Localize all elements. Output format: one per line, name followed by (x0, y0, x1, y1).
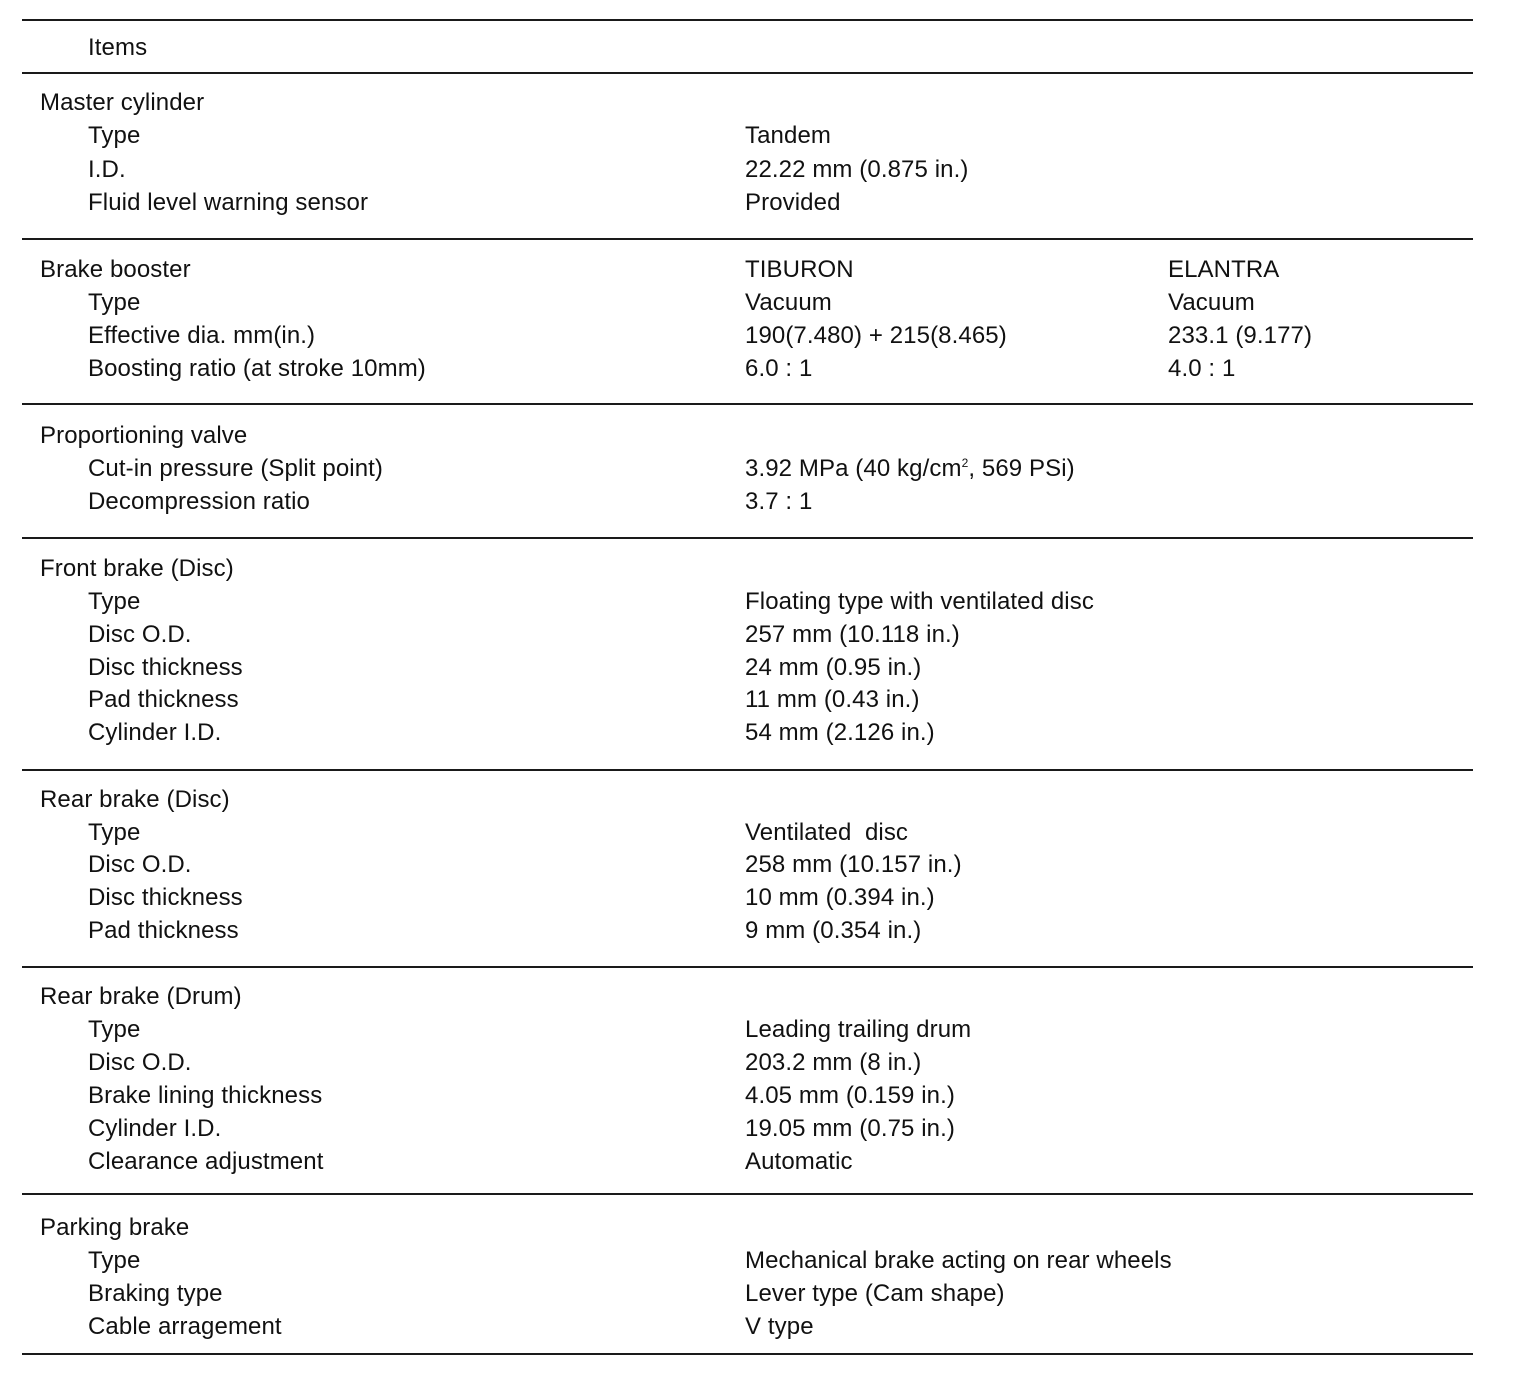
spec-label: Disc O.D. (88, 1049, 192, 1076)
section-title: Master cylinder (40, 89, 205, 116)
spec-label: Boosting ratio (at stroke 10mm) (88, 355, 426, 382)
spec-value: 190(7.480) + 215(8.465) (745, 322, 1007, 349)
spec-label: Type (88, 588, 141, 615)
spec-value: 19.05 mm (0.75 in.) (745, 1115, 955, 1142)
spec-label: Type (88, 1016, 141, 1043)
spec-value: 3.7 : 1 (745, 488, 813, 515)
spec-value: Vacuum (745, 289, 832, 316)
spec-value: Provided (745, 189, 841, 216)
spec-value: 6.0 : 1 (745, 355, 813, 382)
section-title: Parking brake (40, 1214, 190, 1241)
spec-label: Disc thickness (88, 654, 243, 681)
spec-label: Disc O.D. (88, 621, 192, 648)
table-top-rule (22, 19, 1473, 21)
spec-value-elantra: 4.0 : 1 (1168, 355, 1236, 382)
column-header-elantra: ELANTRA (1168, 256, 1280, 283)
spec-value: Mechanical brake acting on rear wheels (745, 1247, 1172, 1274)
spec-value: Ventilated disc (745, 819, 909, 846)
spec-label: Disc O.D. (88, 851, 192, 878)
spec-label: Clearance adjustment (88, 1148, 324, 1175)
spec-label: Type (88, 819, 141, 846)
spec-value: 203.2 mm (8 in.) (745, 1049, 922, 1076)
spec-value: 24 mm (0.95 in.) (745, 654, 922, 681)
spec-label: Disc thickness (88, 884, 243, 911)
spec-value: 257 mm (10.118 in.) (745, 621, 960, 648)
spec-label: Type (88, 289, 141, 316)
spec-value: 22.22 mm (0.875 in.) (745, 156, 969, 183)
section-title: Front brake (Disc) (40, 555, 234, 582)
spec-label: Brake lining thickness (88, 1082, 323, 1109)
spec-label: Type (88, 122, 141, 149)
spec-value-elantra: 233.1 (9.177) (1168, 322, 1313, 349)
spec-value: Tandem (745, 122, 831, 149)
spec-value: V type (745, 1313, 814, 1340)
section-title: Brake booster (40, 256, 191, 283)
spec-label: Type (88, 1247, 141, 1274)
spec-label: Decompression ratio (88, 488, 310, 515)
spec-label: Cylinder I.D. (88, 1115, 222, 1142)
spec-label: Fluid level warning sensor (88, 189, 369, 216)
spec-value: Floating type with ventilated disc (745, 588, 1094, 615)
value-text: 3.92 MPa (40 kg/cm (745, 455, 962, 482)
spec-label: Braking type (88, 1280, 223, 1307)
spec-value: 10 mm (0.394 in.) (745, 884, 935, 911)
spec-value: Automatic (745, 1148, 853, 1175)
spec-value-elantra: Vacuum (1168, 289, 1255, 316)
spec-label: Pad thickness (88, 686, 239, 713)
section-title: Proportioning valve (40, 422, 248, 449)
spec-label: Cable arragement (88, 1313, 282, 1340)
spec-label: Effective dia. mm(in.) (88, 322, 316, 349)
spec-value: 9 mm (0.354 in.) (745, 917, 922, 944)
section-title: Rear brake (Disc) (40, 786, 230, 813)
section-divider (22, 403, 1473, 405)
spec-value: 258 mm (10.157 in.) (745, 851, 962, 878)
spec-value: 4.05 mm (0.159 in.) (745, 1082, 955, 1109)
items-header: Items (88, 34, 148, 61)
spec-label: I.D. (88, 156, 126, 183)
spec-label: Cut-in pressure (Split point) (88, 455, 384, 482)
section-divider (22, 966, 1473, 968)
column-header-tiburon: TIBURON (745, 256, 854, 283)
spec-label: Pad thickness (88, 917, 239, 944)
section-title: Rear brake (Drum) (40, 983, 242, 1010)
header-rule (22, 72, 1473, 74)
spec-value: Lever type (Cam shape) (745, 1280, 1005, 1307)
spec-value: Leading trailing drum (745, 1016, 972, 1043)
spec-value (745, 455, 1075, 483)
section-divider (22, 537, 1473, 539)
superscript: 2 (961, 456, 969, 470)
section-divider (22, 238, 1473, 240)
spec-label: Cylinder I.D. (88, 719, 222, 746)
value-text: , 569 PSi) (968, 455, 1075, 482)
section-divider (22, 1193, 1473, 1195)
spec-value: 54 mm (2.126 in.) (745, 719, 935, 746)
table-bottom-rule (22, 1353, 1473, 1355)
section-divider (22, 769, 1473, 771)
spec-value: 11 mm (0.43 in.) (745, 686, 920, 713)
